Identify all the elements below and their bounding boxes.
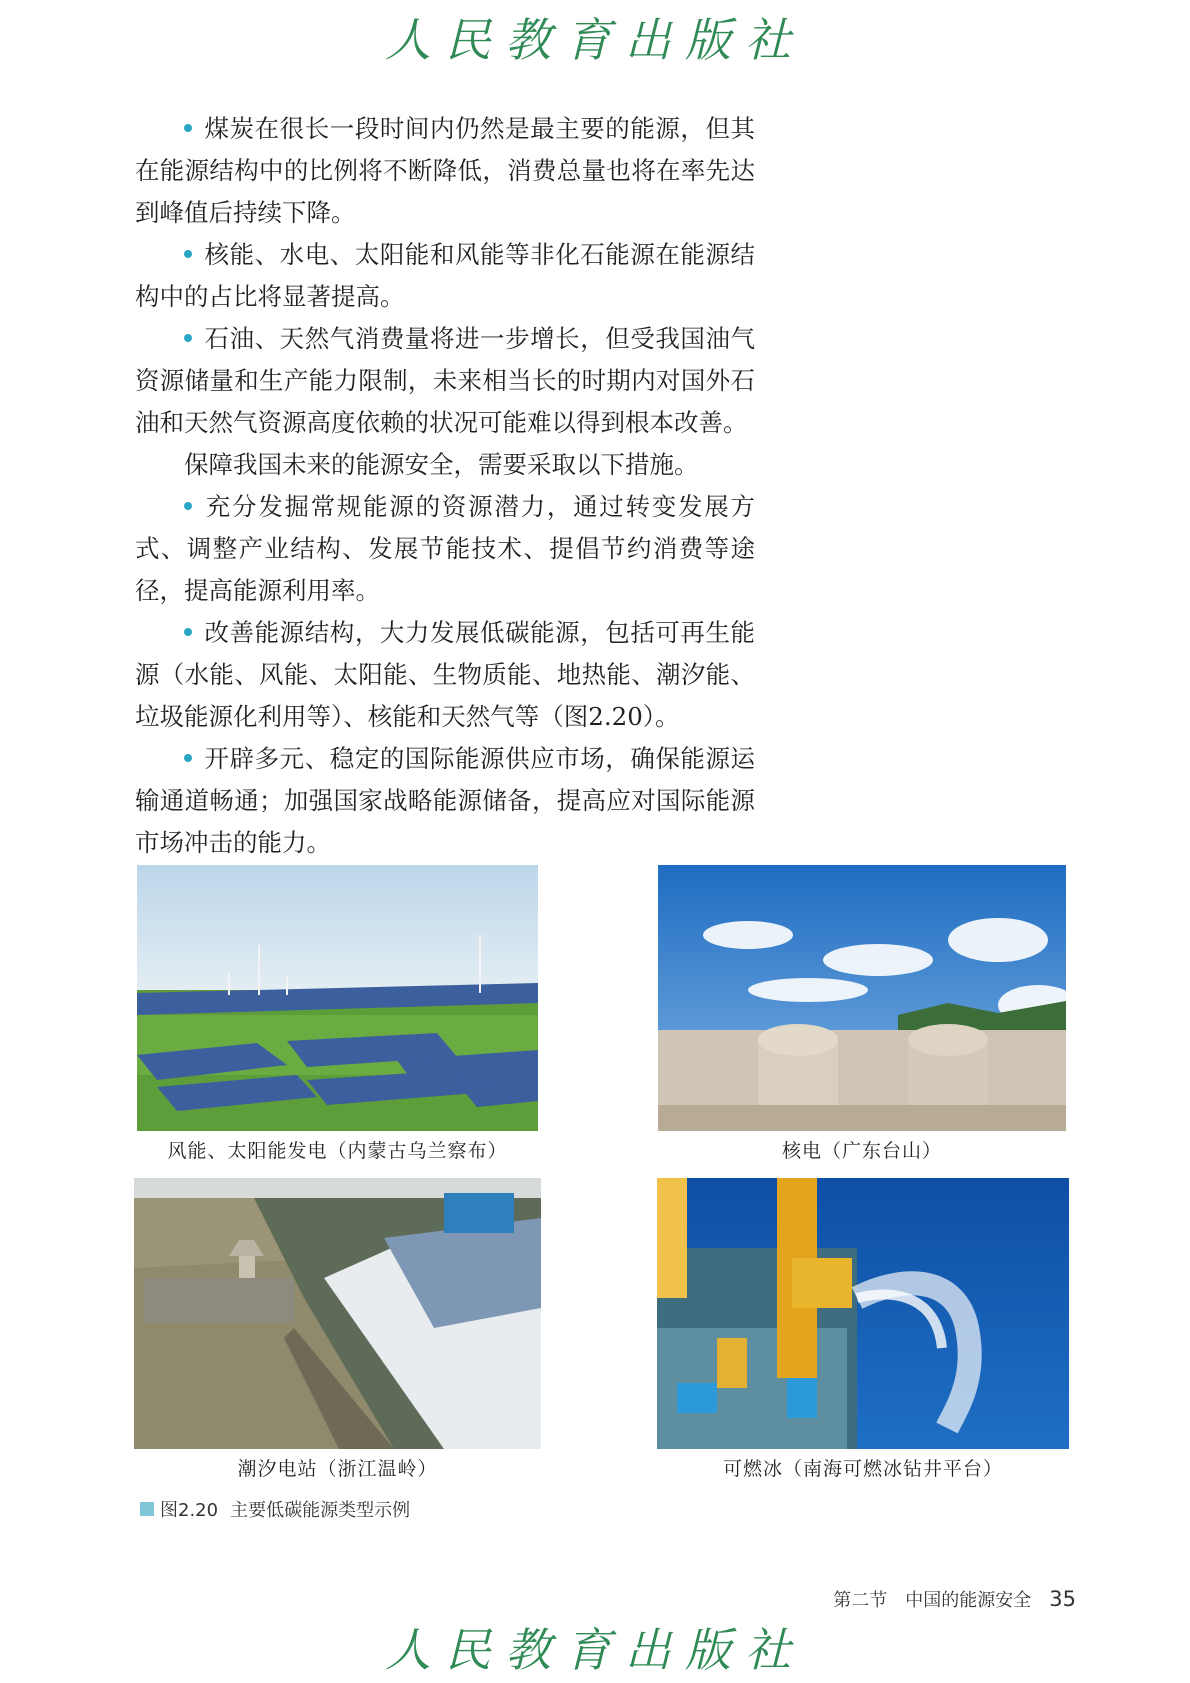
bullet-icon bbox=[184, 754, 192, 762]
combustible-ice-photo bbox=[657, 1178, 1069, 1449]
paragraph: 保障我国未来的能源安全，需要采取以下措施。 bbox=[184, 450, 699, 479]
figure-label: 图2.20 主要低碳能源类型示例 bbox=[140, 1496, 410, 1522]
nuclear-plant-photo bbox=[658, 865, 1066, 1131]
paragraph: 开辟多元、稳定的国际能源供应市场，确保能源运输通道畅通；加强国家战略能源储备，提高应对国际能源市场冲击的能力。 bbox=[135, 744, 755, 857]
figure-marker-icon bbox=[140, 1502, 154, 1516]
page-number: 35 bbox=[1049, 1587, 1076, 1611]
paragraph: 核能、水电、太阳能和风能等非化石能源在能源结构中的占比将显著提高。 bbox=[135, 240, 755, 311]
tidal-station-photo bbox=[134, 1178, 541, 1449]
wind-solar-photo bbox=[137, 865, 538, 1131]
publisher-watermark-top: 人民教育出版社 bbox=[385, 13, 805, 67]
paragraph: 改善能源结构，大力发展低碳能源，包括可再生能源（水能、风能、太阳能、生物质能、地热能、潮汐能、垃圾能源化利用等）、核能和天然气等（图2.20）。 bbox=[135, 618, 755, 731]
bullet-icon bbox=[184, 334, 192, 342]
photo-caption: 潮汐电站（浙江温岭） bbox=[237, 1458, 438, 1480]
photo-caption: 可燃冰（南海可燃冰钻井平台） bbox=[722, 1458, 1003, 1480]
photo-caption: 风能、太阳能发电（内蒙古乌兰察布） bbox=[167, 1140, 508, 1162]
bullet-icon bbox=[184, 628, 192, 636]
paragraph: 充分发掘常规能源的资源潜力，通过转变发展方式、调整产业结构、发展节能技术、提倡节约消费等途径，提高能源利用率。 bbox=[135, 492, 755, 605]
bullet-icon bbox=[184, 502, 192, 510]
bullet-icon bbox=[184, 124, 192, 132]
publisher-watermark-bottom: 人民教育出版社 bbox=[385, 1623, 805, 1677]
paragraph: 煤炭在很长一段时间内仍然是最主要的能源，但其在能源结构中的比例将不断降低，消费总量也将在率先达到峰值后持续下降。 bbox=[135, 114, 755, 227]
bullet-icon bbox=[184, 250, 192, 258]
body-text bbox=[135, 108, 755, 864]
photo-caption: 核电（广东台山） bbox=[781, 1140, 942, 1162]
page-footer: 第二节 中国的能源安全 35 bbox=[833, 1587, 1076, 1611]
paragraph: 石油、天然气消费量将进一步增长，但受我国油气资源储量和生产能力限制，未来相当长的时期内对国外石油和天然气资源高度依赖的状况可能难以得到根本改善。 bbox=[135, 324, 755, 437]
